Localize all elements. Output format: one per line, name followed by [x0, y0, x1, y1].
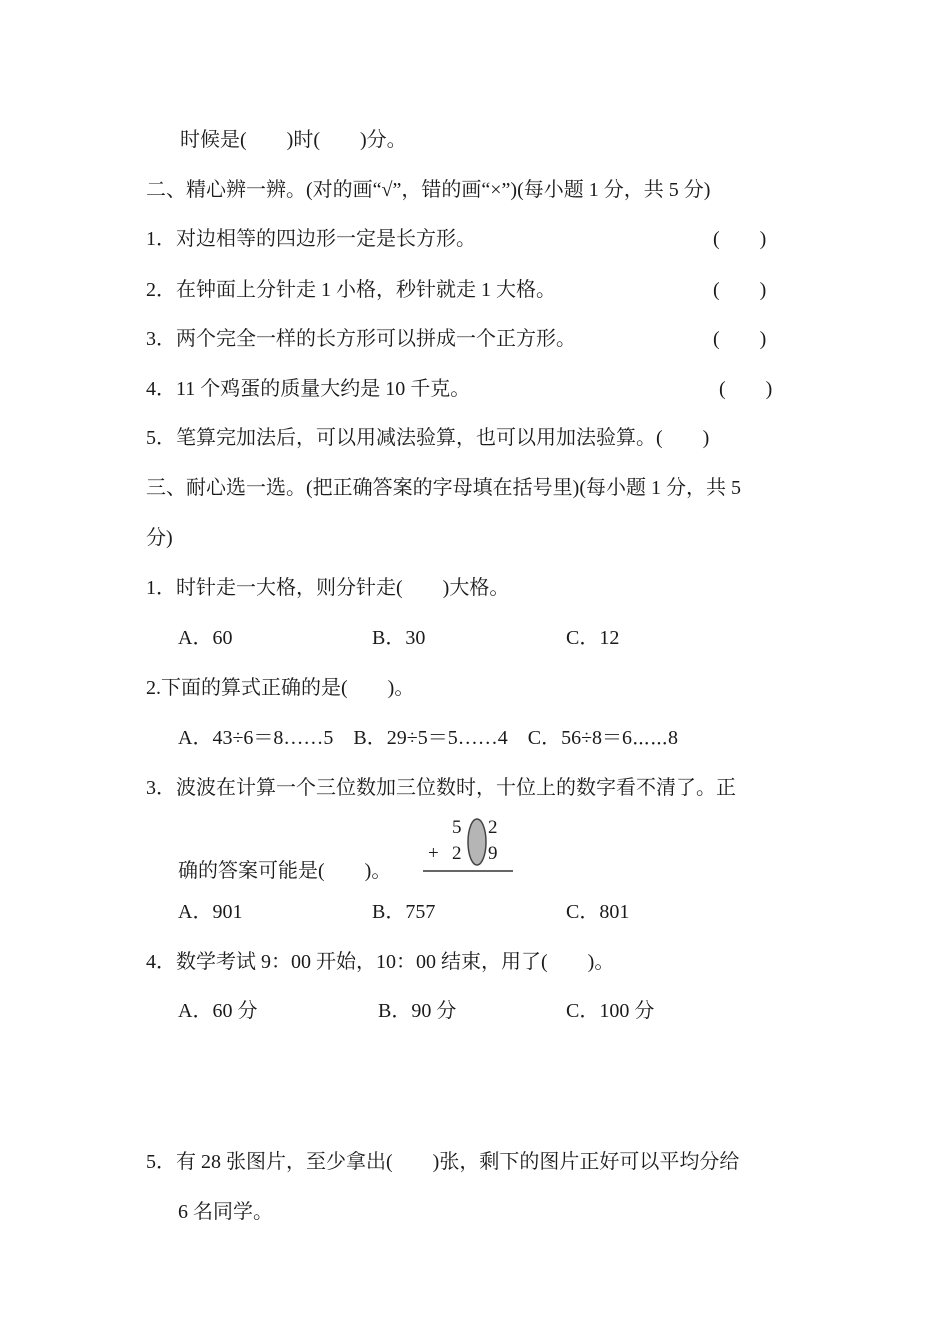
choice-q3-option-a[interactable]: A．901 — [178, 901, 243, 923]
choice-q1-option-c[interactable]: C．12 — [566, 627, 620, 649]
choice-q2-stem: 2.下面的算式正确的是( )。 — [146, 677, 415, 699]
judge-item-3: 3．两个完全一样的长方形可以拼成一个正方形。 — [146, 328, 576, 350]
choice-q4-stem: 4．数学考试 9：00 开始，10：00 结束，用了( )。 — [146, 951, 615, 973]
choice-q1-option-b[interactable]: B．30 — [372, 627, 426, 649]
choice-q3-stem-cont: 确的答案可能是( )。 — [178, 860, 392, 882]
addend-1-hundreds: 5 — [452, 817, 462, 838]
judge-item-2-blank[interactable]: ( ) — [713, 279, 767, 301]
judge-item-3-blank[interactable]: ( ) — [713, 328, 767, 350]
addend-1-ones: 2 — [488, 817, 498, 838]
choice-q4-option-c[interactable]: C．100 分 — [566, 1000, 655, 1022]
choice-q4-option-a[interactable]: A．60 分 — [178, 1000, 258, 1022]
intro-line: 时候是( )时( )分。 — [180, 129, 407, 151]
choice-q5-stem-cont: 6 名同学。 — [178, 1201, 273, 1223]
section-2-heading: 二、精心辨一辨。(对的画“√”，错的画“×”)(每小题 1 分，共 5 分) — [146, 179, 711, 201]
choice-q4-option-b[interactable]: B．90 分 — [378, 1000, 457, 1022]
choice-q1-option-a[interactable]: A．60 — [178, 627, 233, 649]
choice-q2-options[interactable]: A．43÷6＝8……5 B．29÷5＝5……4 C．56÷8＝6⋯⋯8 — [178, 727, 679, 749]
judge-item-1: 1．对边相等的四边形一定是长方形。 — [146, 228, 476, 250]
smudge-icon — [420, 814, 520, 876]
judge-item-2: 2．在钟面上分针走 1 小格，秒针就走 1 大格。 — [146, 279, 556, 301]
choice-q3-stem: 3．波波在计算一个三位数加三位数时，十位上的数字看不清了。正 — [146, 777, 736, 799]
judge-item-4: 4．11 个鸡蛋的质量大约是 10 千克。 — [146, 378, 471, 400]
section-3-heading-cont: 分) — [146, 527, 173, 549]
addend-2-ones: 9 — [488, 843, 498, 864]
vertical-addition — [420, 814, 520, 876]
choice-q3-option-b[interactable]: B．757 — [372, 901, 436, 923]
judge-item-1-blank[interactable]: ( ) — [713, 228, 767, 250]
choice-q5-stem: 5．有 28 张图片，至少拿出( )张，剩下的图片正好可以平均分给 — [146, 1151, 740, 1173]
section-3-heading: 三、耐心选一选。(把正确答案的字母填在括号里)(每小题 1 分，共 5 — [146, 477, 741, 499]
choice-q3-option-c[interactable]: C．801 — [566, 901, 630, 923]
choice-q1-stem: 1．时针走一大格，则分针走( )大格。 — [146, 577, 510, 599]
addend-2-hundreds: 2 — [452, 843, 462, 864]
judge-item-5: 5．笔算完加法后，可以用减法验算，也可以用加法验算。( ) — [146, 427, 710, 449]
judge-item-4-blank[interactable]: ( ) — [719, 378, 773, 400]
plus-sign: + — [428, 843, 439, 864]
